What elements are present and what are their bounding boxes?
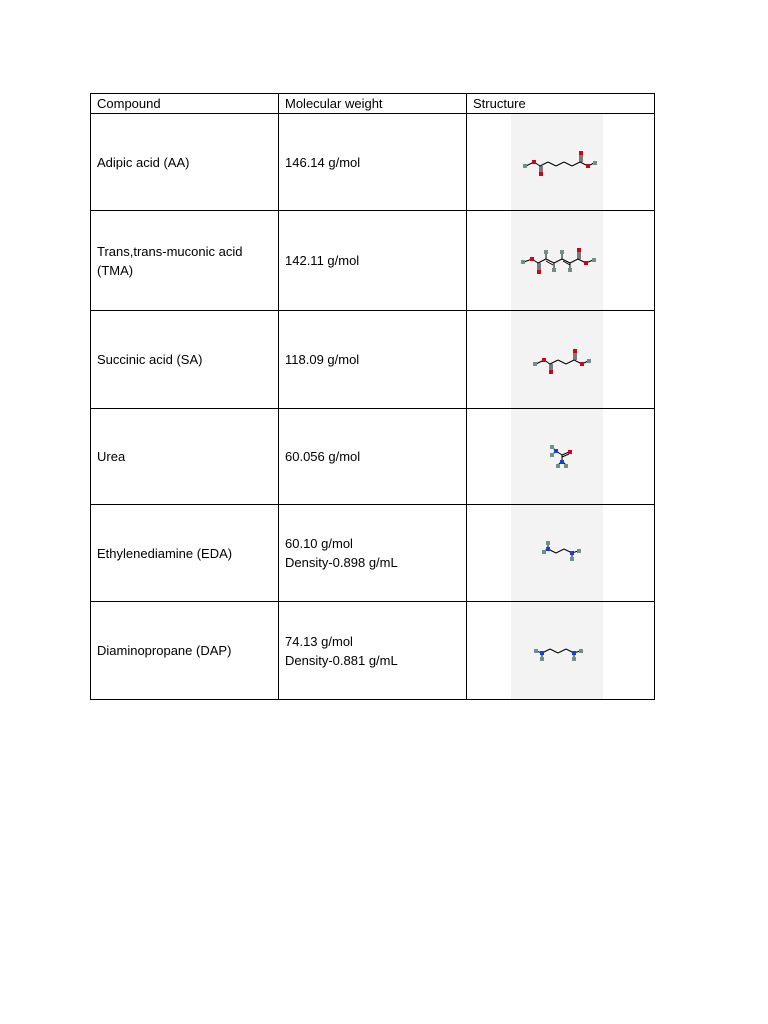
compound-table [90,93,655,700]
compound-name: Adipic acid (AA) [91,114,279,211]
compound-name: Diaminopropane (DAP) [91,602,279,700]
header-molecular-weight: Molecular weight [279,94,467,114]
molecular-weight [279,505,467,602]
adipic-acid-structure-icon [516,142,606,182]
molecular-weight [279,114,467,211]
urea-structure-icon [516,437,606,477]
table-row [91,114,655,211]
structure-cell [467,505,655,602]
table-row [91,505,655,602]
molecular-weight [279,211,467,311]
molecular-weight-value: 60.056 g/mol [285,449,361,464]
table-header-row [91,94,655,114]
compound-name: Succinic acid (SA) [91,311,279,409]
structure-cell [467,311,655,409]
molecular-weight-value: 142.11 g/mol [285,253,360,268]
structure-cell [467,211,655,311]
molecular-weight [279,409,467,505]
header-compound: Compound [91,94,279,114]
density-value: Density-0.881 g/mL [285,652,398,668]
density-value: Density-0.898 g/mL [285,555,398,570]
molecular-weight-value: 74.13 g/mol [285,633,353,649]
table-row [91,409,655,505]
molecular-weight [279,311,467,409]
molecular-weight-value: 146.14 g/mol [285,154,361,170]
table-row [91,311,655,409]
compound-name: Urea [91,409,279,505]
table-row [91,602,655,700]
succinic-acid-structure-icon [516,340,606,380]
molecular-weight-value: 118.09 g/mol [285,352,360,367]
molecular-weight-value: 60.10 g/mol [285,536,353,551]
molecular-weight [279,602,467,700]
ethylenediamine-structure-icon [516,533,606,573]
muconic-acid-structure-icon [516,241,606,281]
header-structure: Structure [467,94,655,114]
structure-cell [467,409,655,505]
compound-name: Ethylenediamine (EDA) [91,505,279,602]
structure-cell [467,602,655,700]
compound-name: Trans,trans-muconic acid (TMA) [91,211,279,311]
diaminopropane-structure-icon [516,631,606,671]
table-row [91,211,655,311]
structure-cell [467,114,655,211]
